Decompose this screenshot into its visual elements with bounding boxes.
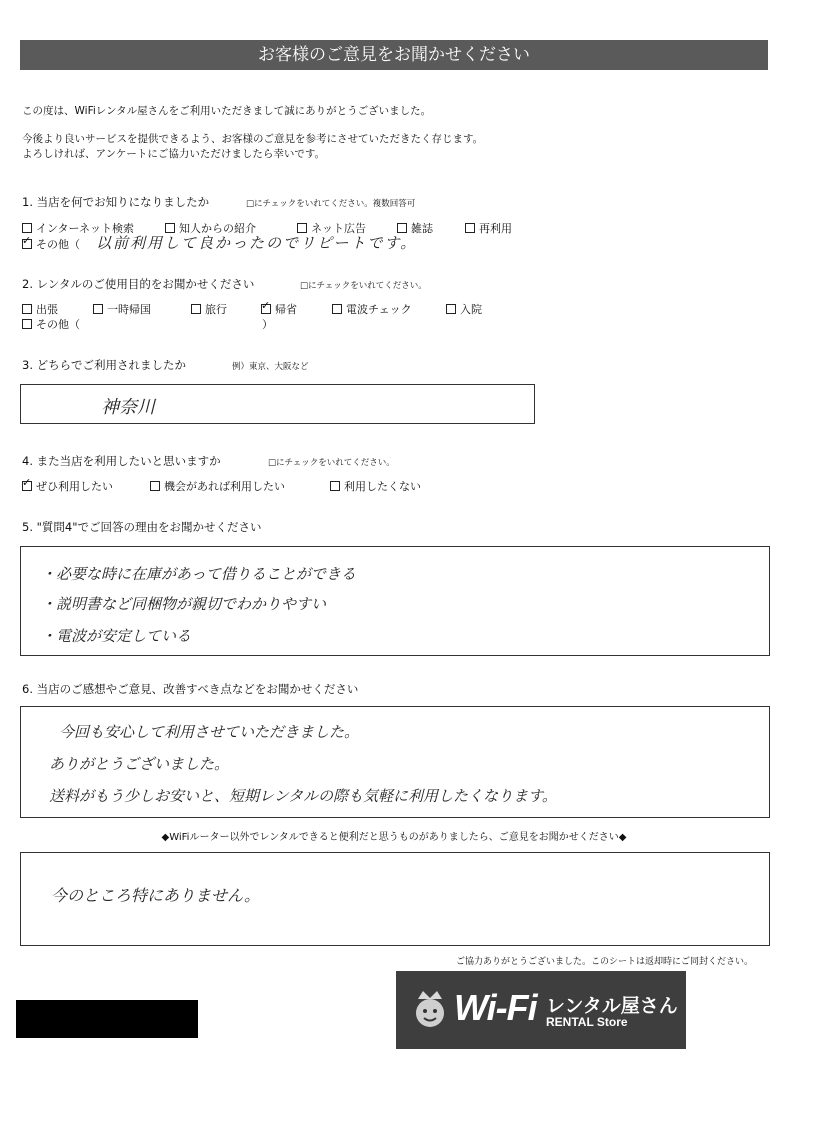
q3-label: 3. どちらでご利用されましたか bbox=[22, 358, 187, 372]
footer-thanks: ご協力ありがとうございました。このシートは返却時にご同封ください。 bbox=[456, 957, 754, 967]
q2-option-business[interactable]: 出張 bbox=[22, 301, 58, 317]
q2-option-signal-check[interactable]: 電波チェック bbox=[332, 301, 412, 317]
q6-answer-line-2: ありがとうございました。 bbox=[49, 755, 230, 773]
checkbox-icon[interactable] bbox=[93, 304, 103, 314]
checkbox-icon[interactable] bbox=[191, 304, 201, 314]
q6-answer-line-1: 今回も安心して利用させていただきました。 bbox=[59, 723, 360, 741]
q2-option-hospital[interactable]: 入院 bbox=[446, 301, 482, 317]
q5-answer-line-1: ・必要な時に在庫があって借りることができる bbox=[41, 565, 356, 583]
q2-other-close: ） bbox=[262, 318, 273, 331]
q5-answer-line-3: ・電波が安定している bbox=[41, 627, 192, 645]
q1-option-magazine[interactable]: 雑誌 bbox=[397, 220, 433, 236]
q1-other-answer: 以前利用して良かったのでリピートです。 bbox=[96, 234, 418, 252]
brand-logo bbox=[396, 971, 686, 1049]
checkbox-icon[interactable] bbox=[22, 319, 32, 329]
checked-checkbox-icon[interactable] bbox=[261, 304, 271, 314]
mascot-icon bbox=[412, 989, 448, 1029]
page-title: お客様のご意見をお聞かせください bbox=[20, 40, 768, 70]
intro-line-3: よろしければ、アンケートにご協力いただけましたら幸いです。 bbox=[22, 148, 326, 160]
q4-label: 4. また当店を利用したいと思いますか bbox=[22, 454, 221, 468]
q1-option-reuse[interactable]: 再利用 bbox=[465, 220, 512, 236]
q3-answer: 神奈川 bbox=[101, 397, 155, 418]
checkbox-icon[interactable] bbox=[465, 223, 475, 233]
q2-option-travel[interactable]: 旅行 bbox=[191, 301, 227, 317]
q6-answer-box[interactable] bbox=[20, 706, 770, 818]
q2-option-homecoming[interactable]: ✓ 帰省 bbox=[261, 301, 297, 317]
checkbox-icon[interactable] bbox=[330, 481, 340, 491]
q1-option-referral[interactable]: 知人からの紹介 bbox=[165, 220, 256, 236]
checkbox-icon[interactable] bbox=[22, 304, 32, 314]
q5-answer-line-2: ・説明書など同梱物が親切でわかりやすい bbox=[41, 595, 327, 613]
q6-answer-line-3: 送料がもう少しお安いと、短期レンタルの際も気軽に利用したくなります。 bbox=[49, 787, 557, 805]
intro-line-1: この度は、WiFiレンタル屋さんをご利用いただきまして誠にありがとうございました。 bbox=[22, 105, 432, 117]
checkbox-icon[interactable] bbox=[446, 304, 456, 314]
q4-option-definitely[interactable]: ✓ ぜひ利用したい bbox=[22, 478, 113, 494]
q2-option-temporary-return[interactable]: 一時帰国 bbox=[93, 301, 151, 317]
q1-label: 1. 当店を何でお知りになりましたか bbox=[22, 195, 210, 209]
q3-note: 例）東京、大阪など bbox=[232, 362, 309, 372]
q2-label: 2. レンタルのご使用目的をお聞かせください bbox=[22, 277, 255, 291]
q4-note: □にチェックをいれてください。 bbox=[268, 458, 395, 468]
q6-label: 6. 当店のご感想やご意見、改善すべき点などをお聞かせください bbox=[22, 682, 359, 696]
q7-label: ◆WiFiルーター以外でレンタルできると便利だと思うものがありましたら、ご意見をお聞かせください◆ bbox=[161, 832, 627, 843]
redaction-block bbox=[16, 1000, 198, 1038]
q4-option-if-chance[interactable]: 機会があれば利用したい bbox=[150, 478, 285, 494]
q7-answer-box[interactable] bbox=[20, 852, 770, 946]
checkbox-icon[interactable] bbox=[22, 223, 32, 233]
q2-note: □にチェックをいれてください。 bbox=[300, 281, 427, 291]
q5-answer-box[interactable] bbox=[20, 546, 770, 656]
checkbox-icon[interactable] bbox=[150, 481, 160, 491]
logo-store-text: RENTAL Store bbox=[546, 1015, 628, 1029]
logo-rental-text: レンタル屋さん bbox=[546, 995, 678, 1017]
q3-answer-box[interactable] bbox=[20, 384, 535, 424]
q1-option-other[interactable]: ✓ その他（ bbox=[22, 236, 80, 252]
intro-line-2: 今後より良いサービスを提供できるよう、お客様のご意見を参考にさせていただきたく存じます。 bbox=[22, 133, 484, 145]
q1-option-web-ad[interactable]: ネット広告 bbox=[297, 220, 366, 236]
q1-option-internet[interactable]: インターネット検索 bbox=[22, 220, 134, 236]
checked-checkbox-icon[interactable] bbox=[22, 481, 32, 491]
checkbox-icon[interactable] bbox=[332, 304, 342, 314]
q2-option-other[interactable]: その他（ bbox=[22, 316, 80, 332]
q4-option-no[interactable]: 利用したくない bbox=[330, 478, 421, 494]
logo-wifi-text: Wi-Fi bbox=[454, 987, 537, 1028]
q5-label: 5. "質問4"でご回答の理由をお聞かせください bbox=[22, 520, 262, 534]
q1-note: □にチェックをいれてください。複数回答可 bbox=[246, 199, 416, 209]
q7-answer: 今のところ特にありません。 bbox=[51, 886, 260, 905]
checked-checkbox-icon[interactable] bbox=[22, 239, 32, 249]
